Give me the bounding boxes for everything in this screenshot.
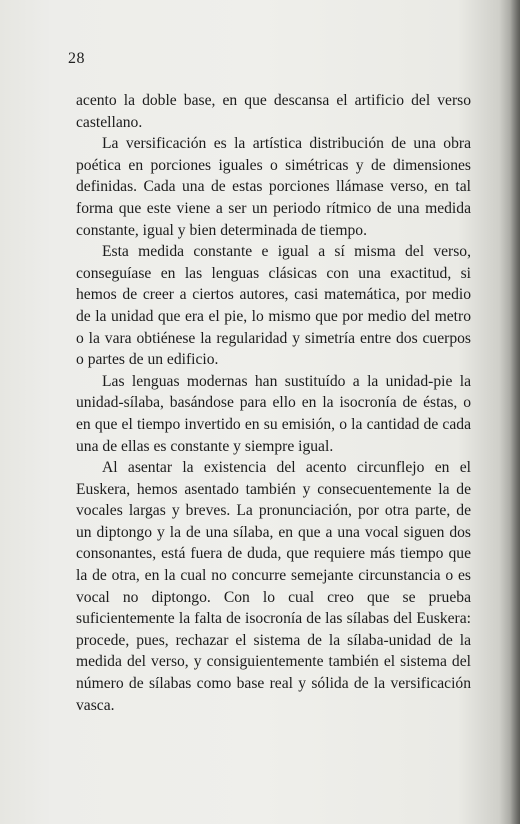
- page-number: 28: [68, 50, 85, 67]
- page-edge-shadow: [510, 0, 520, 824]
- paragraph-5: Al asentar la existencia del acento circunflejo en el Euskera, hemos asentado también y consecuentemente la de vocales largas y breves. La pronunciación, por otra parte, de un diptongo y la de una sílaba, en que a una vocal siguen dos consonantes, está fuera de duda, que requiere más tiempo que la de otra, en la cual no concurre semejante circunstancia o es vocal no diptongo. Con lo cual creo que se prueba suficientemente la falta de isocronía de las sílabas del Euskera: procede, pues, rechazar el sistema de la sílaba-unidad de la medida del verso, y consiguientemente también el sistema del número de sílabas como base real y sólida de la versificación vasca.: [76, 459, 471, 714]
- paragraph-3: Esta medida constante e igual a sí misma del verso, conseguíase en las lenguas clásicas con una exactitud, si hemos de creer a ciertos autores, casi matemática, por medio de la unidad que era el pie, lo mismo que por medio del metro o la vara obtiénese la regularidad y simetría entre dos cuerpos o partes de un edificio.: [76, 243, 471, 369]
- paragraph-4: Las lenguas modernas han sustituído a la unidad-pie la unidad-sílaba, basándose para ello en la isocronía de éstas, o en que el tiempo invertido en su emisión, o la cantidad de cada una de ellas es constante y siempre igual.: [76, 372, 471, 455]
- paragraph-1: acento la doble base, en que descansa el artificio del verso castellano.: [76, 92, 471, 131]
- paragraph-2: La versificación es la artística distribución de una obra poética en porciones iguales o simétricas y de dimensiones definidas. Cada una de estas porciones llámase verso, en tal forma que este viene a ser un periodo rítmico de una medida constante, igual y bien determinada de tiempo.: [76, 135, 471, 239]
- body-text: [76, 90, 471, 716]
